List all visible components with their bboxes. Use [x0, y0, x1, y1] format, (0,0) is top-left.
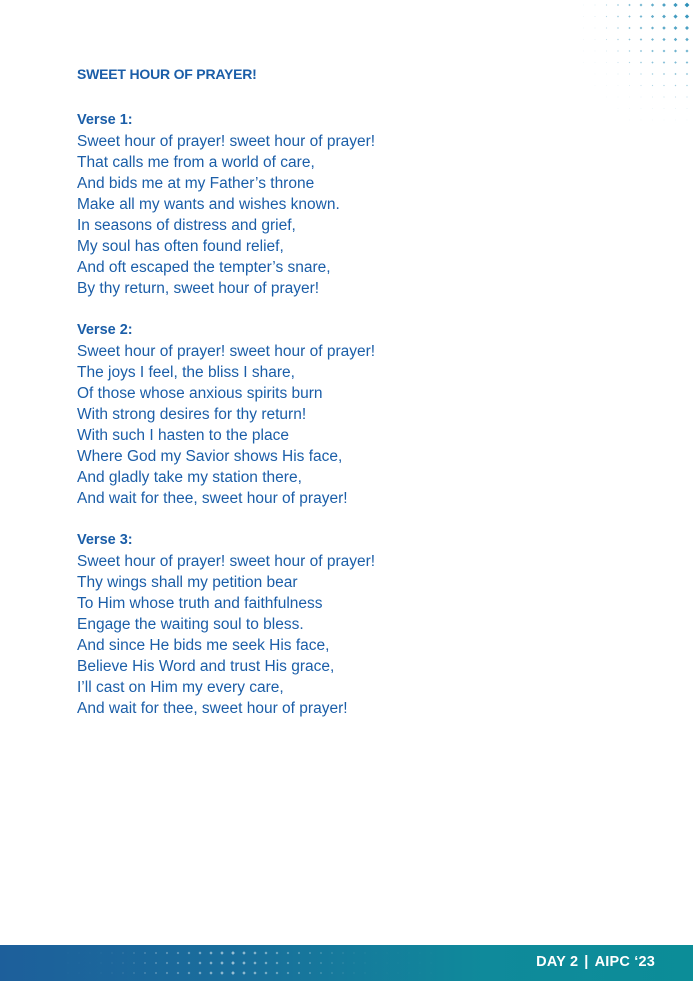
- corner-dot: [651, 3, 654, 6]
- footer-label: [536, 954, 655, 970]
- footer-dot: [387, 953, 388, 954]
- verse-line: Believe His Word and trust His grace,: [77, 658, 335, 675]
- corner-dot: [685, 49, 688, 52]
- footer-dot: [133, 962, 135, 964]
- footer-dot: [398, 963, 399, 964]
- footer-dot: [353, 972, 354, 973]
- footer-dot: [133, 952, 135, 954]
- verse-line: I’ll cast on Him my every care,: [77, 679, 284, 696]
- corner-dot: [606, 4, 607, 5]
- verse-line: Sweet hour of prayer! sweet hour of prayer!: [77, 133, 376, 150]
- corner-dot: [640, 38, 642, 40]
- verse-line: And oft escaped the tempter’s snare,: [77, 259, 331, 276]
- footer-dot: [188, 962, 191, 965]
- corner-dot: [685, 38, 688, 41]
- footer-dot: [144, 972, 146, 974]
- corner-dot: [617, 16, 619, 18]
- footer-day: DAY 2: [536, 954, 579, 970]
- footer-dot: [166, 962, 168, 964]
- footer-dot: [90, 963, 91, 964]
- footer-band: [0, 945, 693, 981]
- verse-line: And gladly take my station there,: [77, 469, 302, 486]
- corner-dot: [674, 38, 677, 41]
- corner-dot: [641, 108, 642, 109]
- footer-dot: [79, 973, 80, 974]
- footer-dot: [155, 952, 157, 954]
- footer-dot: [68, 963, 69, 964]
- footer-dot: [376, 963, 377, 964]
- corner-dot: [686, 61, 689, 64]
- verse-line: And wait for thee, sweet hour of prayer!: [77, 490, 348, 507]
- footer-dot: [177, 972, 180, 975]
- footer-dot: [253, 971, 256, 974]
- footer-dot: [90, 953, 91, 954]
- footer-dot: [231, 971, 235, 975]
- corner-dot: [674, 73, 676, 75]
- verse-line: Where God my Savior shows His face,: [77, 448, 343, 465]
- corner-dot: [640, 62, 642, 64]
- corner-dot: [685, 14, 689, 18]
- footer-dot: [122, 962, 124, 964]
- footer-dot: [100, 962, 101, 963]
- footer-dot: [364, 962, 365, 963]
- corner-dot: [629, 50, 631, 52]
- footer-dot: [431, 963, 432, 964]
- footer-dot: [420, 953, 421, 954]
- verse-line: That calls me from a world of care,: [77, 154, 315, 171]
- corner-dot: [663, 73, 665, 75]
- verse-line: Thy wings shall my petition bear: [77, 574, 298, 591]
- corner-dot: [628, 15, 630, 17]
- footer-dot: [79, 953, 80, 954]
- verse-line: And wait for thee, sweet hour of prayer!: [77, 700, 348, 717]
- footer-dot: [398, 953, 399, 954]
- corner-dot: [662, 38, 665, 41]
- footer-dot: [155, 972, 157, 974]
- footer-dot: [122, 952, 124, 954]
- verse-line: In seasons of distress and grief,: [77, 217, 296, 234]
- footer-event: AIPC ‘23: [594, 954, 655, 970]
- footer-dot: [111, 972, 112, 973]
- footer-dot: [166, 972, 168, 974]
- corner-dot: [628, 38, 630, 40]
- footer-dot: [209, 971, 212, 974]
- corner-dot: [651, 50, 654, 53]
- corner-dot: [640, 73, 642, 75]
- footer-dot: [198, 961, 201, 964]
- corner-dot: [617, 50, 618, 51]
- footer-dot: [144, 952, 146, 954]
- corner-dot: [641, 120, 642, 121]
- corner-dot: [651, 26, 654, 29]
- corner-dot: [664, 120, 665, 121]
- footer-dot: [320, 972, 322, 974]
- footer-dot: [364, 972, 365, 973]
- footer-dot: [220, 971, 223, 974]
- footer-dot: [276, 962, 279, 965]
- verse-label: Verse 3:: [77, 532, 133, 548]
- corner-dot: [595, 16, 596, 17]
- corner-dot: [662, 15, 666, 19]
- footer-dot: [387, 963, 388, 964]
- footer-dot: [177, 962, 180, 965]
- footer-dot: [276, 972, 279, 975]
- verse-label: Verse 1:: [77, 112, 133, 128]
- corner-dot: [606, 39, 607, 40]
- verse-line: Of those whose anxious spirits burn: [77, 385, 323, 402]
- corner-dot: [617, 27, 619, 29]
- footer-dot: [342, 962, 344, 964]
- footer-dot: [298, 972, 300, 974]
- corner-dot: [685, 3, 690, 8]
- footer-dot: [298, 962, 300, 964]
- corner-dot: [629, 62, 631, 64]
- corner-dot: [675, 96, 676, 97]
- footer-dot: [409, 973, 410, 974]
- verse-line: My soul has often found relief,: [77, 238, 284, 255]
- corner-dot: [617, 39, 619, 41]
- corner-dot: [606, 50, 607, 51]
- footer-dot: [177, 952, 180, 955]
- footer-dot: [111, 962, 112, 963]
- corner-dot: [687, 108, 688, 109]
- verse-line: And since He bids me seek His face,: [77, 637, 330, 654]
- corner-dot: [673, 14, 677, 18]
- footer-dot: [231, 951, 235, 955]
- corner-dot: [606, 62, 607, 63]
- footer-dot: [122, 972, 124, 974]
- corner-dot: [652, 96, 653, 97]
- verse-line: Engage the waiting soul to bless.: [77, 616, 304, 633]
- footer-dot: [309, 972, 311, 974]
- footer-dot: [253, 961, 256, 964]
- footer-dot: [144, 962, 146, 964]
- footer-dot: [387, 973, 388, 974]
- corner-dot: [640, 85, 641, 86]
- corner-dot: [606, 27, 607, 28]
- footer-dot: [188, 972, 191, 975]
- corner-dot: [595, 62, 596, 63]
- corner-dot: [675, 108, 676, 109]
- footer-dot: [409, 953, 410, 954]
- corner-dot: [651, 38, 654, 41]
- corner-dot: [583, 51, 584, 52]
- verse-label: Verse 2:: [77, 322, 133, 338]
- footer-dot: [79, 963, 80, 964]
- footer-dot: [90, 973, 91, 974]
- footer-dot: [242, 961, 245, 964]
- corner-dot: [651, 61, 653, 63]
- corner-dot: [652, 73, 654, 75]
- footer-dot: [276, 952, 279, 955]
- corner-dot: [628, 27, 630, 29]
- verse-line: The joys I feel, the bliss I share,: [77, 364, 295, 381]
- footer-dot: [220, 961, 223, 964]
- corner-dot: [606, 16, 607, 17]
- footer-dot: [320, 952, 322, 954]
- corner-dot: [595, 39, 596, 40]
- footer-dot: [420, 973, 421, 974]
- corner-dot: [640, 27, 643, 30]
- footer-dot: [431, 953, 432, 954]
- footer-dot: [253, 951, 256, 954]
- corner-dot: [674, 50, 677, 53]
- corner-dot: [640, 50, 642, 52]
- corner-dot: [652, 85, 653, 86]
- footer-dot: [100, 972, 101, 973]
- footer-dot: [431, 973, 432, 974]
- footer-dot: [342, 972, 344, 974]
- corner-dot: [617, 62, 618, 63]
- footer-dot: [209, 961, 212, 964]
- footer-dot: [364, 952, 365, 953]
- corner-dot: [641, 97, 642, 98]
- corner-dot: [673, 3, 677, 7]
- footer-dot: [188, 952, 191, 955]
- footer-dot: [331, 952, 333, 954]
- corner-dot: [674, 61, 677, 64]
- corner-dot: [583, 62, 584, 63]
- footer-dot: [133, 972, 135, 974]
- footer-dot: [242, 971, 245, 974]
- verse-line: By thy return, sweet hour of prayer!: [77, 280, 320, 297]
- hymn-title: SWEET HOUR OF PRAYER!: [77, 66, 257, 82]
- footer-dot: [198, 951, 201, 954]
- corner-dot: [617, 4, 619, 6]
- footer-dot: [376, 973, 377, 974]
- corner-dot: [583, 16, 584, 17]
- footer-dot: [331, 962, 333, 964]
- corner-dot: [651, 15, 654, 18]
- corner-dot: [652, 108, 653, 109]
- corner-dot: [675, 85, 677, 87]
- footer-dot: [298, 952, 300, 954]
- corner-dot: [686, 85, 688, 87]
- corner-dot: [583, 28, 584, 29]
- footer-dot: [155, 962, 157, 964]
- corner-dot: [640, 15, 643, 18]
- footer-dot: [309, 962, 311, 964]
- corner-dot: [663, 96, 664, 97]
- corner-dot: [664, 108, 665, 109]
- verse-line: Sweet hour of prayer! sweet hour of prayer!: [77, 553, 376, 570]
- verse-line: Make all my wants and wishes known.: [77, 196, 340, 213]
- footer-dot: [287, 952, 290, 955]
- corner-dot: [663, 50, 666, 53]
- footer-dot: [264, 961, 267, 964]
- corner-dot: [595, 51, 596, 52]
- hymn-content: [77, 66, 637, 740]
- footer-dot: [264, 971, 267, 974]
- footer-dot: [166, 952, 168, 954]
- verse-line: With strong desires for thy return!: [77, 406, 307, 423]
- verse-line: And bids me at my Father’s throne: [77, 175, 315, 192]
- corner-dot: [595, 5, 596, 6]
- footer-dot: [198, 971, 201, 974]
- corner-dot: [662, 3, 666, 7]
- footer-dot: [353, 962, 354, 963]
- footer-dot: [231, 961, 235, 965]
- corner-dot: [583, 39, 584, 40]
- verse-line: To Him whose truth and faithfulness: [77, 595, 323, 612]
- verse-2: [77, 320, 637, 509]
- verse-3: [77, 530, 637, 719]
- footer-dot: [342, 952, 344, 954]
- footer-dot: [309, 952, 311, 954]
- verse-line: Sweet hour of prayer! sweet hour of prayer!: [77, 343, 376, 360]
- corner-dot: [686, 73, 688, 75]
- footer-dot: [68, 953, 69, 954]
- corner-dot: [686, 96, 687, 97]
- corner-dot: [674, 26, 678, 30]
- corner-dot: [662, 26, 666, 30]
- corner-dot: [675, 120, 676, 121]
- footer-dot: [353, 952, 354, 953]
- footer-dot: [376, 953, 377, 954]
- footer-dot: [331, 972, 333, 974]
- footer-dot: [398, 973, 399, 974]
- corner-dot: [685, 26, 689, 30]
- corner-dot: [595, 28, 596, 29]
- corner-dot: [652, 120, 653, 121]
- corner-dot: [628, 4, 630, 6]
- footer-dot: [242, 951, 245, 954]
- footer-dot-pattern: [60, 945, 440, 981]
- footer-dot: [320, 962, 322, 964]
- footer-dot: [264, 951, 267, 954]
- corner-dot: [663, 61, 665, 63]
- corner-dot: [640, 4, 643, 7]
- footer-dot: [68, 973, 69, 974]
- corner-dot: [583, 5, 584, 6]
- footer-dot: [287, 972, 290, 975]
- footer-dot: [100, 952, 101, 953]
- footer-dot: [220, 951, 223, 954]
- corner-dot: [663, 85, 665, 87]
- footer-dot: [420, 963, 421, 964]
- verse-line: With such I hasten to the place: [77, 427, 289, 444]
- footer-dot: [287, 962, 290, 965]
- verse-1: [77, 110, 637, 299]
- footer-dot: [209, 951, 212, 954]
- footer-dot: [409, 963, 410, 964]
- corner-dot: [687, 120, 688, 121]
- footer-dot: [111, 952, 112, 953]
- footer-separator: |: [584, 954, 589, 970]
